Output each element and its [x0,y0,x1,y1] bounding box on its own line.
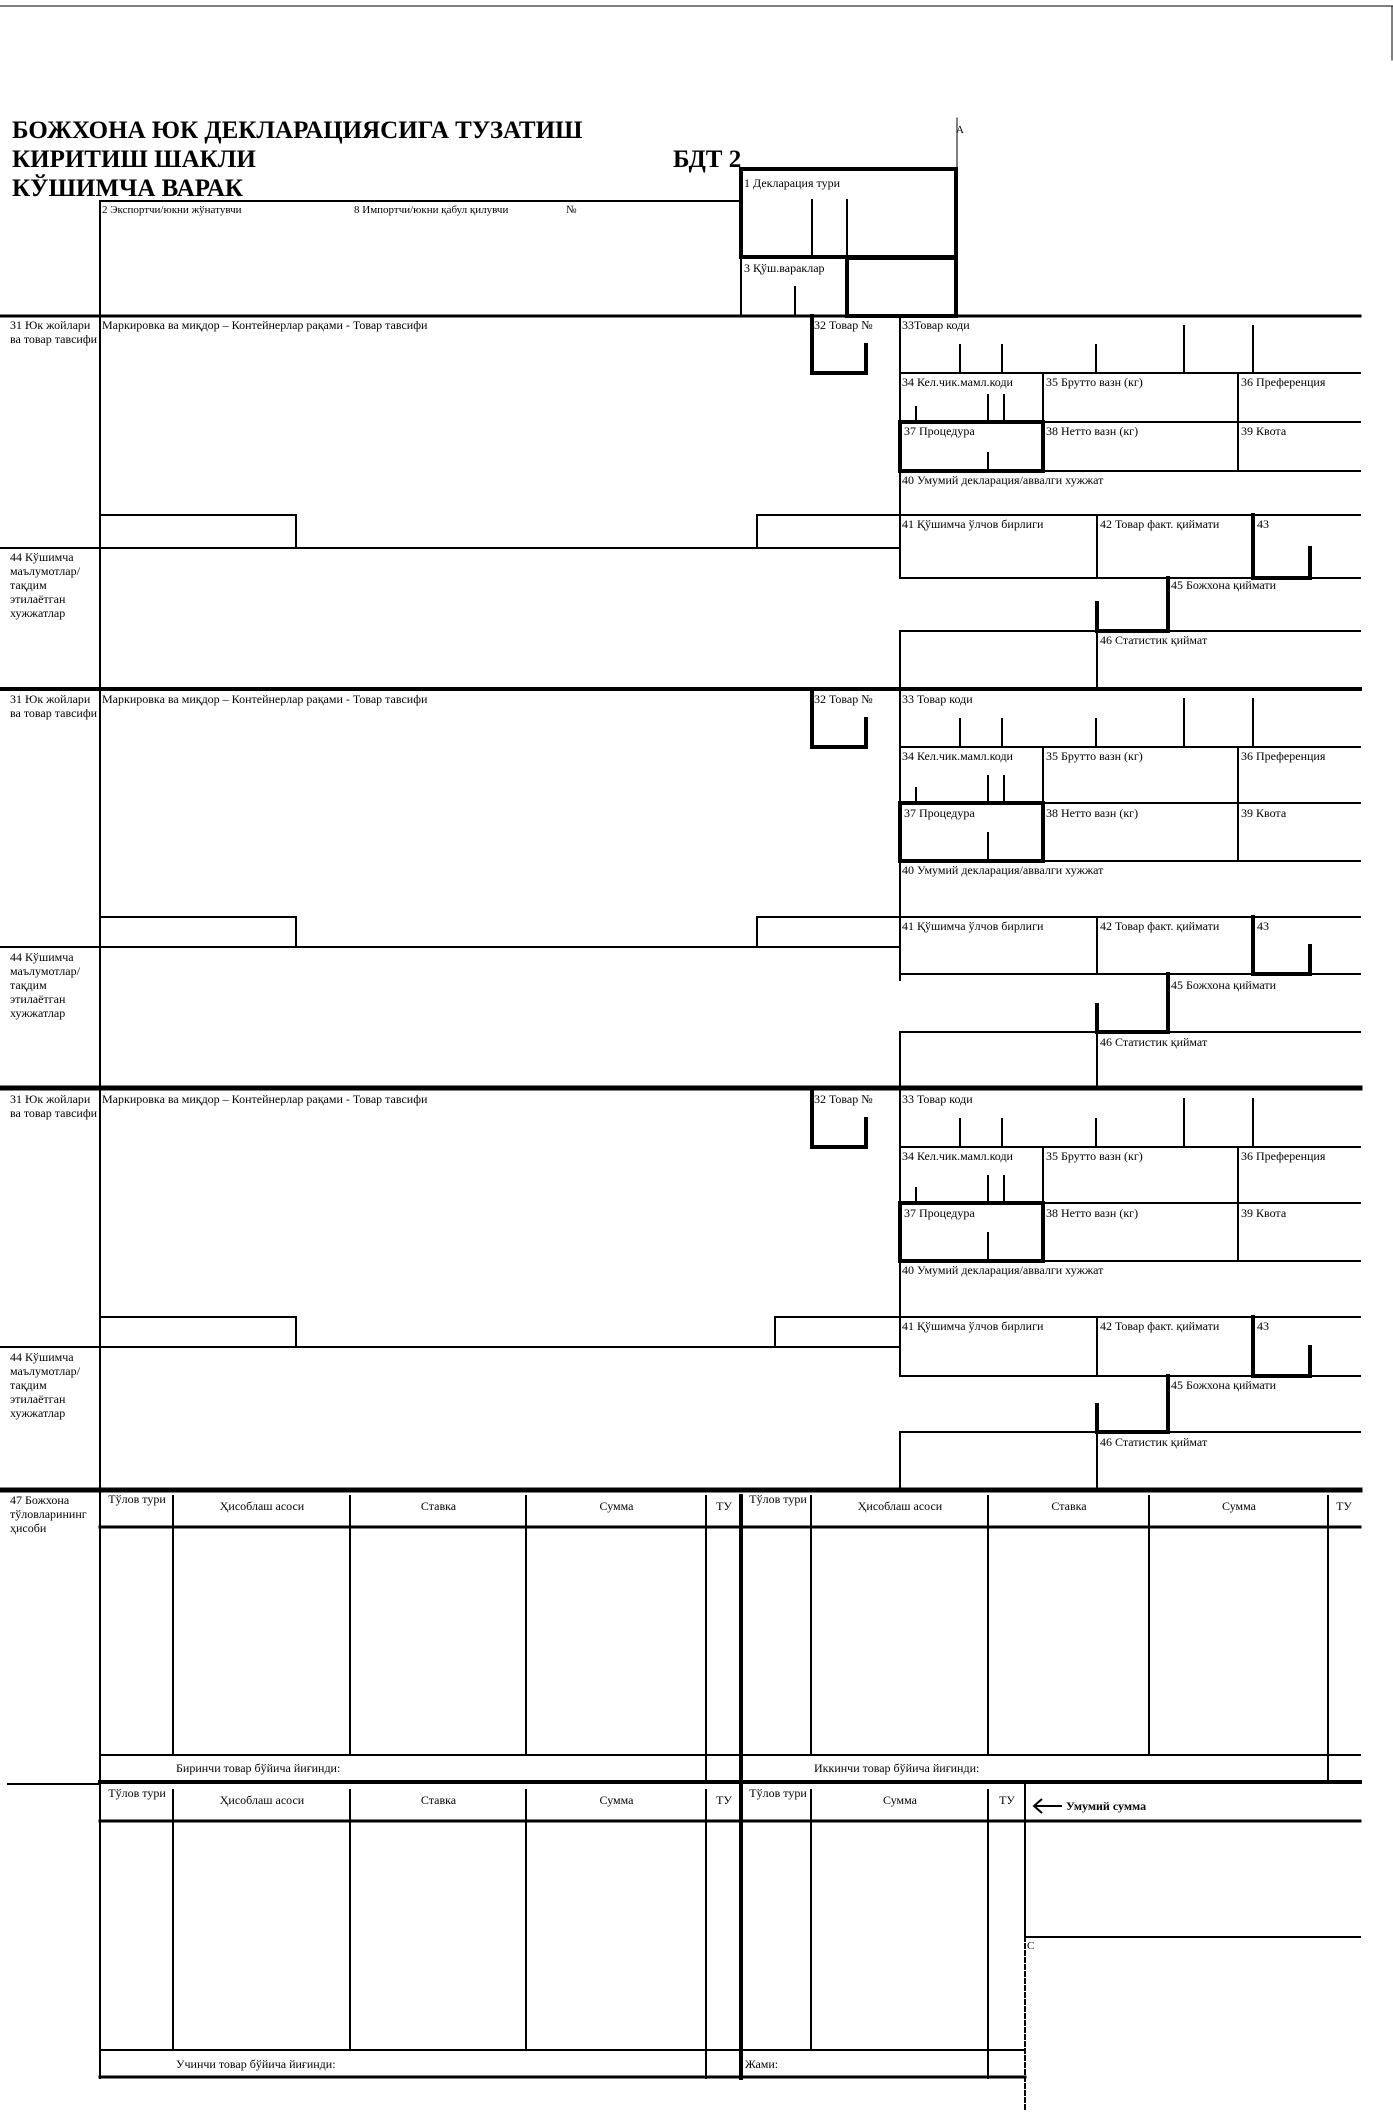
total-third-item: Учинчи товар бўйича йиғинди: [176,2057,336,2071]
block2-b32: 32 Товар № [814,692,873,706]
block3-b44: 44 Кўшимча маълумотлар/ тақдим этилаётган хужжатлар [10,1350,80,1420]
block2-b36: 36 Преференция [1241,749,1326,763]
block3-b35: 35 Брутто вазн (кг) [1046,1149,1143,1163]
block3-b41: 41 Қўшимча ўлчов бирлиги [902,1319,1044,1333]
total-all: Жами: [745,2057,779,2071]
block2-b43: 43 [1257,919,1269,933]
block2-b39: 39 Квота [1241,806,1287,820]
total-first-item: Биринчи товар бўйича йиғинди: [176,1761,341,1775]
total-second-item: Иккинчи товар бўйича йиғинди: [814,1761,980,1775]
block2-b35: 35 Брутто вазн (кг) [1046,749,1143,763]
block1-b42: 42 Товар факт. қиймати [1100,517,1220,531]
col-sum-header: Сумма [599,1499,634,1513]
page-title-line2: КИРИТИШ ШАКЛИ [12,146,256,173]
payments-b47: 47 Божхона тўловларининг ҳисоби [10,1493,87,1535]
col-tu-header: ТУ [716,1499,732,1513]
block3-marking: Маркировка ва миқдор – Контейнерлар рақами - Товар тавсифи [102,1092,428,1106]
block2-b31: 31 Юк жойлари ва товар тавсифи [10,692,98,720]
col-basis-header: Ҳисоблаш асоси [219,1793,305,1807]
block2-b38: 38 Нетто вазн (кг) [1046,806,1139,820]
col-type-header: Тўлов тури [108,1786,166,1800]
block1-b35: 35 Брутто вазн (кг) [1046,375,1143,389]
box2-label: 2 Экспортчи/юкни жўнатувчи [102,204,242,216]
col-rate-header: Ставка [420,1793,457,1807]
col-sum-header: Сумма [599,1793,634,1807]
corner-mark-a: A [956,124,964,136]
block3-b34: 34 Кел.чик.мамл.коди [902,1149,1013,1163]
col-rate-header: Ставка [1051,1499,1087,1513]
block2-b45: 45 Божхона қиймати [1171,978,1277,992]
block2-b44: 44 Кўшимча маълумотлар/ тақдим этилаётган хужжатлар [10,950,80,1020]
block2-b37: 37 Процедура [904,806,975,820]
block1-b44: 44 Кўшимча маълумотлар/ тақдим этилаётган хужжатлар [10,550,80,620]
col-tu-header: ТУ [716,1793,732,1807]
block1-b46: 46 Статистик қиймат [1100,633,1208,647]
number-sign: № [566,204,577,216]
block1-marking: Маркировка ва миқдор – Контейнерлар рақами - Товар тавсифи [102,318,428,332]
block1-b37: 37 Процедура [904,424,975,438]
block3-b46: 46 Статистик қиймат [1100,1435,1208,1449]
block3-b36: 36 Преференция [1241,1149,1326,1163]
block3-b40: 40 Умумий декларация/аввалги хужжат [902,1263,1104,1277]
block2-marking: Маркировка ва миқдор – Контейнерлар рақами - Товар тавсифи [102,692,428,706]
block2-b34: 34 Кел.чик.мамл.коди [902,749,1013,763]
block2-b40: 40 Умумий декларация/аввалги хужжат [902,863,1104,877]
col-basis-header: Ҳисоблаш асоси [857,1499,943,1513]
arrow-left-icon [1034,1799,1062,1813]
block3-b42: 42 Товар факт. қиймати [1100,1319,1220,1333]
block2-b46: 46 Статистик қиймат [1100,1035,1208,1049]
col-tu-header: ТУ [999,1793,1015,1807]
block1-b43: 43 [1257,517,1269,531]
block3-b31: 31 Юк жойлари ва товар тавсифи [10,1092,98,1120]
block1-b32: 32 Товар № [814,318,873,332]
col-type-header: Тўлов тури [749,1492,807,1506]
col-type-header: Тўлов тури [749,1786,807,1800]
block1-b31: 31 Юк жойлари ва товар тавсифи [10,318,98,346]
col-sum-header: Сумма [883,1793,917,1807]
block3-b39: 39 Квота [1241,1206,1287,1220]
block2-b33: 33 Товар коди [902,692,973,706]
block2-b41: 41 Қўшимча ўлчов бирлиги [902,919,1044,933]
box3-label: 3 Қўш.вараклар [744,261,825,275]
block3-b45: 45 Божхона қиймати [1171,1378,1277,1392]
col-tu-header: ТУ [1336,1499,1352,1513]
col-rate-header: Ставка [420,1499,457,1513]
corner-mark-c: C [1027,1940,1035,1952]
page-title-line3: КЎШИМЧА ВАРАК [12,175,244,202]
block2-b42: 42 Товар факт. қиймати [1100,919,1220,933]
block3-b43: 43 [1257,1319,1269,1333]
col-basis-header: Ҳисоблаш асоси [219,1499,305,1513]
block1-b38: 38 Нетто вазн (кг) [1046,424,1139,438]
grand-total-label: Умумий сумма [1066,1799,1147,1813]
block3-b38: 38 Нетто вазн (кг) [1046,1206,1139,1220]
box1-label: 1 Декларация тури [744,176,840,190]
form-code: БДТ 2 [673,146,742,173]
box8-label: 8 Импортчи/юкни қабул қилувчи [354,204,509,216]
block1-b41: 41 Қўшимча ўлчов бирлиги [902,517,1044,531]
block3-b32: 32 Товар № [814,1092,873,1106]
block1-b45: 45 Божхона қиймати [1171,578,1277,592]
block3-b37: 37 Процедура [904,1206,975,1220]
block3-b33: 33 Товар коди [902,1092,973,1106]
block1-b36: 36 Преференция [1241,375,1326,389]
block1-b40: 40 Умумий декларация/аввалги хужжат [902,473,1104,487]
col-type-header: Тўлов тури [108,1492,166,1506]
block1-b39: 39 Квота [1241,424,1287,438]
col-sum-header: Сумма [1222,1499,1256,1513]
block1-b34: 34 Кел.чик.мамл.коди [902,375,1013,389]
page-title-line1: БОЖХОНА ЮК ДЕКЛАРАЦИЯСИГА ТУЗАТИШ [12,117,583,144]
block1-b33: 33Товар коди [902,318,970,332]
